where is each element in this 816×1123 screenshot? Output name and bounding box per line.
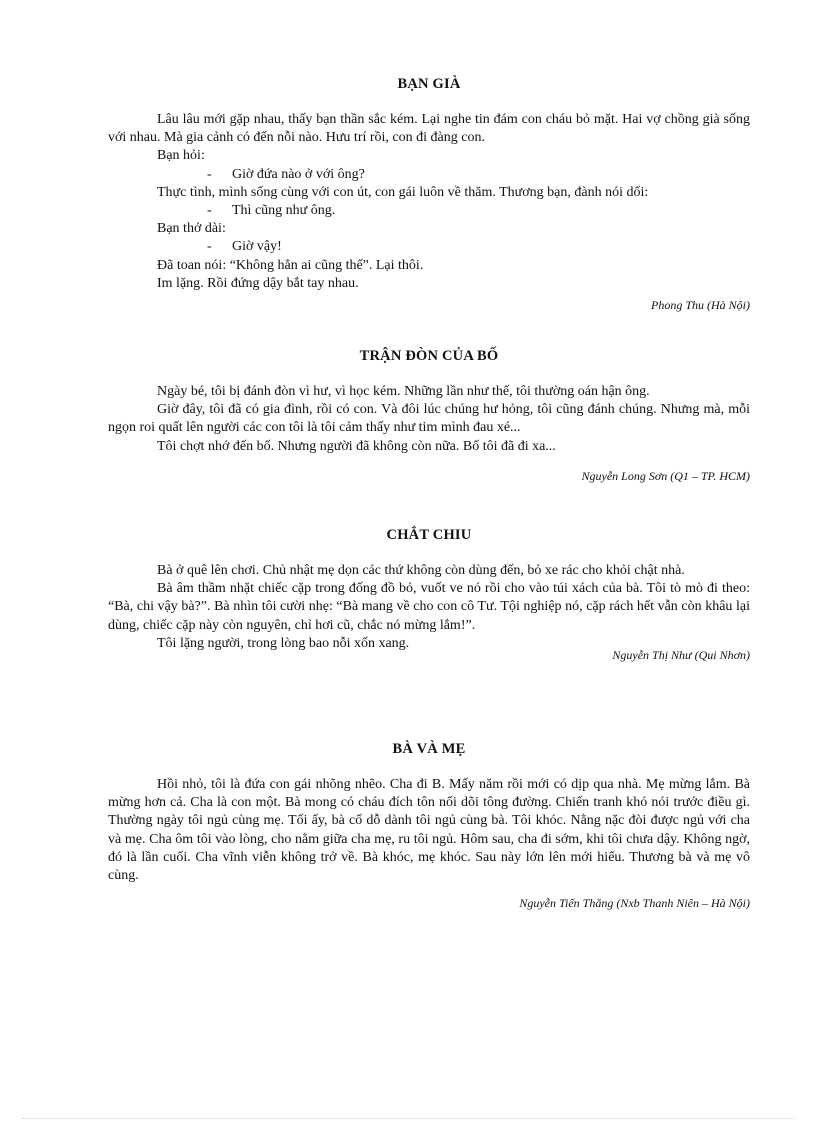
dialogue-dash: - [207,166,212,182]
story-tran-don-cua-bo [108,348,750,484]
story-line: Bạn hỏi: [157,148,205,164]
story-title: CHẮT CHIU [386,527,472,543]
story-title: BÀ VÀ MẸ [392,741,466,757]
story-paragraph: Bà âm thầm nhặt chiếc cặp trong đống đồ bỏ, vuốt ve nó rồi cho vào túi xách của bà. Tôi tò mò đi theo: “Bà, chi vậy bà?”. Bà nhìn tôi cười nhẹ: “Bà mang về cho con cô Tư. Tội nghiệp nó, cặp rách hết vẫn còn khâu lại dùng, chiếc cặp này còn nguyên, chỉ hơi cũ, chắc nó mừng lắm!”. [108,581,750,633]
story-line: Thực tình, mình sống cùng với con út, con gái luôn về thăm. Thương bạn, đành nói dối: [157,184,649,200]
story-chat-chiu [108,527,750,663]
dialogue-text: Giờ vậy! [232,239,282,255]
dialogue-text: Giờ đứa nào ở với ông? [232,166,365,182]
dialogue-line [108,166,750,184]
story-paragraph: Bà ở quê lên chơi. Chủ nhật mẹ dọn các thứ không còn dùng đến, bỏ xe rác cho khỏi chật nhà. [157,563,685,578]
page-bottom-divider [22,1118,794,1119]
story-paragraph: Tôi lặng người, trong lòng bao nỗi xốn xang. [157,635,410,651]
story-ba-va-me [108,741,750,911]
dialogue-line [108,202,750,220]
story-author: Nguyễn Long Sơn (Q1 – TP. HCM) [581,468,750,483]
story-ban-gia [108,76,750,313]
story-author: Nguyễn Thị Như (Qui Nhơn) [612,648,750,663]
story-paragraph: Giờ đây, tôi đã có gia đình, rồi có con. Và đôi lúc chúng hư hỏng, tôi cũng đánh chúng. Nhưng mà, mỗi ngọn roi quất lên người các con tôi là tôi cảm thấy như tim mình đau xé... [108,402,750,436]
story-author: Nguyễn Tiến Thăng (Nxb Thanh Niên – Hà Nội) [519,896,750,911]
story-title: TRẬN ĐÒN CỦA BỐ [359,348,499,364]
story-line: Im lặng. Rồi đứng dậy bắt tay nhau. [157,275,359,291]
story-title: BẠN GIÀ [397,76,461,92]
story-paragraph: Lâu lâu mới gặp nhau, thấy bạn thần sắc kém. Lại nghe tin đám con cháu bỏ mặt. Hai vợ chồng già sống với nhau. Mà gia cảnh có đến nỗi nào. Hưu trí rồi, con đi đàng con. [108,112,750,146]
story-paragraph: Hồi nhỏ, tôi là đứa con gái nhõng nhẽo. Cha đi B. Mấy năm rồi mới có dịp qua nhà. Mẹ mừng lắm. Bà mừng hơn cả. Cha là con một. Bà mong có cháu đích tôn nối dõi tông đường. Chiến tranh khó nói trước điều gì. Thường ngày tôi ngủ cùng mẹ. Tối ấy, bà cố dỗ dành tôi ngủ cùng bà. Tôi khóc. Nằng nặc đòi được ngủ với cha và mẹ. Cha ôm tôi vào lòng, cho nằm giữa cha mẹ, ru tôi ngủ. Hôm sau, cha đi sớm, khi tôi chưa dậy. Không ngờ, đó là lần cuối. Cha vĩnh viễn không trở về. Bà khóc, mẹ khóc. Sau này lớn lên mới hiểu. Thương bà và mẹ vô cùng. [108,777,750,884]
story-paragraph: Ngày bé, tôi bị đánh đòn vì hư, vì học kém. Những lần như thế, tôi thường oán hận ông. [157,384,650,399]
story-paragraph: Tôi chợt nhớ đến bố. Nhưng người đã không còn nữa. Bố tôi đã đi xa... [157,438,556,454]
dialogue-dash: - [207,203,212,219]
dialogue-dash: - [207,239,212,255]
dialogue-text: Thì cũng như ông. [232,203,336,219]
dialogue-line [108,238,750,256]
story-line: Đã toan nói: “Không hẳn ai cũng thế”. Lại thôi. [157,257,424,273]
story-author: Phong Thu (Hà Nội) [651,298,750,313]
story-line: Bạn thở dài: [157,221,226,237]
